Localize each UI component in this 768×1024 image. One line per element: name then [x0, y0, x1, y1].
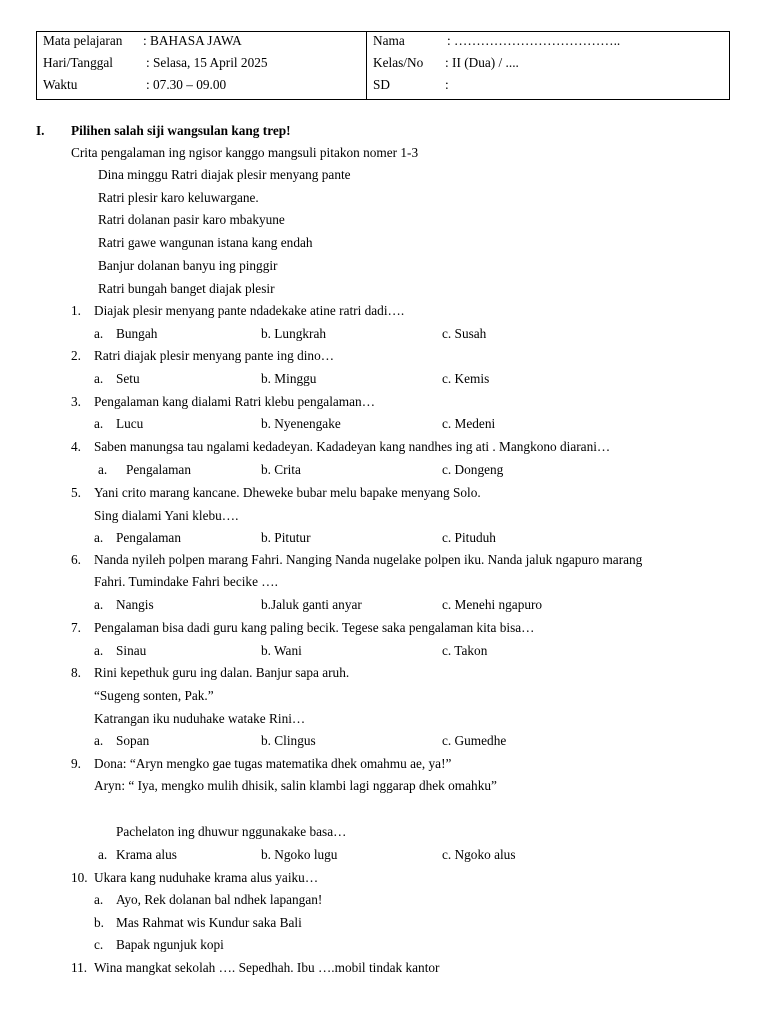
option-letter: a. [94, 733, 104, 748]
option-letter: a. [98, 847, 108, 862]
question-number: 2. [71, 348, 81, 363]
school-label: SD [373, 77, 390, 92]
option-a: Pengalaman [116, 530, 181, 545]
option-letter: c. [94, 937, 104, 952]
question-text: Aryn: “ Iya, mengko mulih dhisik, salin klambi lagi nggarap dhek omahku” [94, 778, 497, 793]
option-a: Pengalaman [126, 462, 191, 477]
question-text: Katrangan iku nuduhake watake Rini… [94, 711, 306, 726]
option-letter: a. [94, 326, 104, 341]
option-c: c. Gumedhe [442, 733, 507, 748]
question-number: 10. [71, 870, 88, 885]
option-a: Sopan [116, 733, 150, 748]
name-field: : ……………………………….. [447, 33, 621, 48]
question-text: Yani crito marang kancane. Dheweke bubar melu bapake menyang Solo. [94, 485, 481, 500]
question-text: Saben manungsa tau ngalami kedadeyan. Kadadeyan kang nandhes ing ati . Mangkono diarani… [94, 439, 611, 454]
subject-value: : BAHASA JAWA [143, 33, 242, 48]
option-b: Mas Rahmat wis Kundur saka Bali [116, 915, 302, 930]
question-number: 1. [71, 303, 81, 318]
section-number: I. [36, 123, 45, 138]
option-b: b. Crita [261, 462, 301, 477]
question-subtext: Pachelaton ing dhuwur nggunakake basa… [116, 824, 347, 839]
option-c: Bapak ngunjuk kopi [116, 937, 224, 952]
option-c: c. Takon [442, 643, 488, 658]
option-b: b. Minggu [261, 371, 317, 386]
question-text: Wina mangkat sekolah …. Sepedhah. Ibu ….mobil tindak kantor [94, 960, 440, 975]
question-number: 11. [71, 960, 88, 975]
class-label: Kelas/No [373, 55, 424, 70]
question-text: Rini kepethuk guru ing dalan. Banjur sapa aruh. [94, 665, 350, 680]
option-c: c. Ngoko alus [442, 847, 516, 862]
option-b: b. Wani [261, 643, 302, 658]
option-c: c. Medeni [442, 416, 496, 431]
option-b: b. Clingus [261, 733, 316, 748]
option-b: b. Lungkrah [261, 326, 326, 341]
option-letter: a. [94, 371, 104, 386]
option-b: b. Nyenengake [261, 416, 341, 431]
option-c: c. Pituduh [442, 530, 496, 545]
date-label: Hari/Tanggal [43, 55, 113, 70]
option-a: Ayo, Rek dolanan bal ndhek lapangan! [116, 892, 323, 907]
question-number: 9. [71, 756, 81, 771]
question-text: Ukara kang nuduhake krama alus yaiku… [94, 870, 319, 885]
header-left-cell [37, 32, 367, 99]
question-text: Dona: “Aryn mengko gae tugas matematika dhek omahmu ae, ya!” [94, 756, 452, 771]
option-c: c. Susah [442, 326, 487, 341]
question-number: 6. [71, 552, 81, 567]
header-table [36, 31, 730, 100]
option-a: Bungah [116, 326, 158, 341]
story-line: Dina minggu Ratri diajak plesir menyang pante [98, 167, 351, 182]
name-label: Nama [373, 33, 405, 48]
option-letter: a. [94, 643, 104, 658]
option-letter: b. [94, 915, 104, 930]
option-letter: a. [98, 462, 108, 477]
question-number: 7. [71, 620, 81, 635]
time-label: Waktu [43, 77, 78, 92]
subject-label: Mata pelajaran [43, 33, 123, 48]
option-a: Krama alus [116, 847, 177, 862]
question-text: Fahri. Tumindake Fahri becike …. [94, 574, 278, 589]
option-b: b. Ngoko lugu [261, 847, 338, 862]
story-line: Ratri plesir karo keluwargane. [98, 190, 259, 205]
story-line: Ratri dolanan pasir karo mbakyune [98, 212, 285, 227]
option-a: Nangis [116, 597, 154, 612]
story-line: Banjur dolanan banyu ing pinggir [98, 258, 278, 273]
question-text: Nanda nyileh polpen marang Fahri. Nanging Nanda nugelake polpen iku. Nanda jaluk ngapuro marang [94, 552, 643, 567]
date-value: : Selasa, 15 April 2025 [146, 55, 268, 70]
question-text: “Sugeng sonten, Pak.” [94, 688, 214, 703]
option-c: c. Dongeng [442, 462, 504, 477]
question-text: Pengalaman kang dialami Ratri klebu pengalaman… [94, 394, 375, 409]
question-text: Diajak plesir menyang pante ndadekake atine ratri dadi…. [94, 303, 405, 318]
story-intro: Crita pengalaman ing ngisor kanggo mangsuli pitakon nomer 1-3 [71, 145, 419, 160]
option-b: b. Pitutur [261, 530, 311, 545]
time-value: : 07.30 – 09.00 [146, 77, 227, 92]
question-number: 8. [71, 665, 81, 680]
option-b: b.Jaluk ganti anyar [261, 597, 362, 612]
question-number: 4. [71, 439, 81, 454]
question-number: 5. [71, 485, 81, 500]
header-right-cell [367, 32, 729, 99]
class-field: : II (Dua) / .... [445, 55, 519, 70]
story-line: Ratri bungah banget diajak plesir [98, 281, 275, 296]
option-letter: a. [94, 416, 104, 431]
option-a: Setu [116, 371, 140, 386]
option-a: Sinau [116, 643, 147, 658]
story-line: Ratri gawe wangunan istana kang endah [98, 235, 313, 250]
option-letter: a. [94, 530, 104, 545]
school-field: : [445, 77, 449, 92]
question-text: Ratri diajak plesir menyang pante ing dino… [94, 348, 335, 363]
option-c: c. Menehi ngapuro [442, 597, 543, 612]
question-number: 3. [71, 394, 81, 409]
question-text: Pengalaman bisa dadi guru kang paling becik. Tegese saka pengalaman kita bisa… [94, 620, 535, 635]
question-text: Sing dialami Yani klebu…. [94, 508, 239, 523]
option-a: Lucu [116, 416, 144, 431]
option-letter: a. [94, 597, 104, 612]
option-letter: a. [94, 892, 104, 907]
section-title: Pilihen salah siji wangsulan kang trep! [71, 123, 291, 138]
option-c: c. Kemis [442, 371, 490, 386]
